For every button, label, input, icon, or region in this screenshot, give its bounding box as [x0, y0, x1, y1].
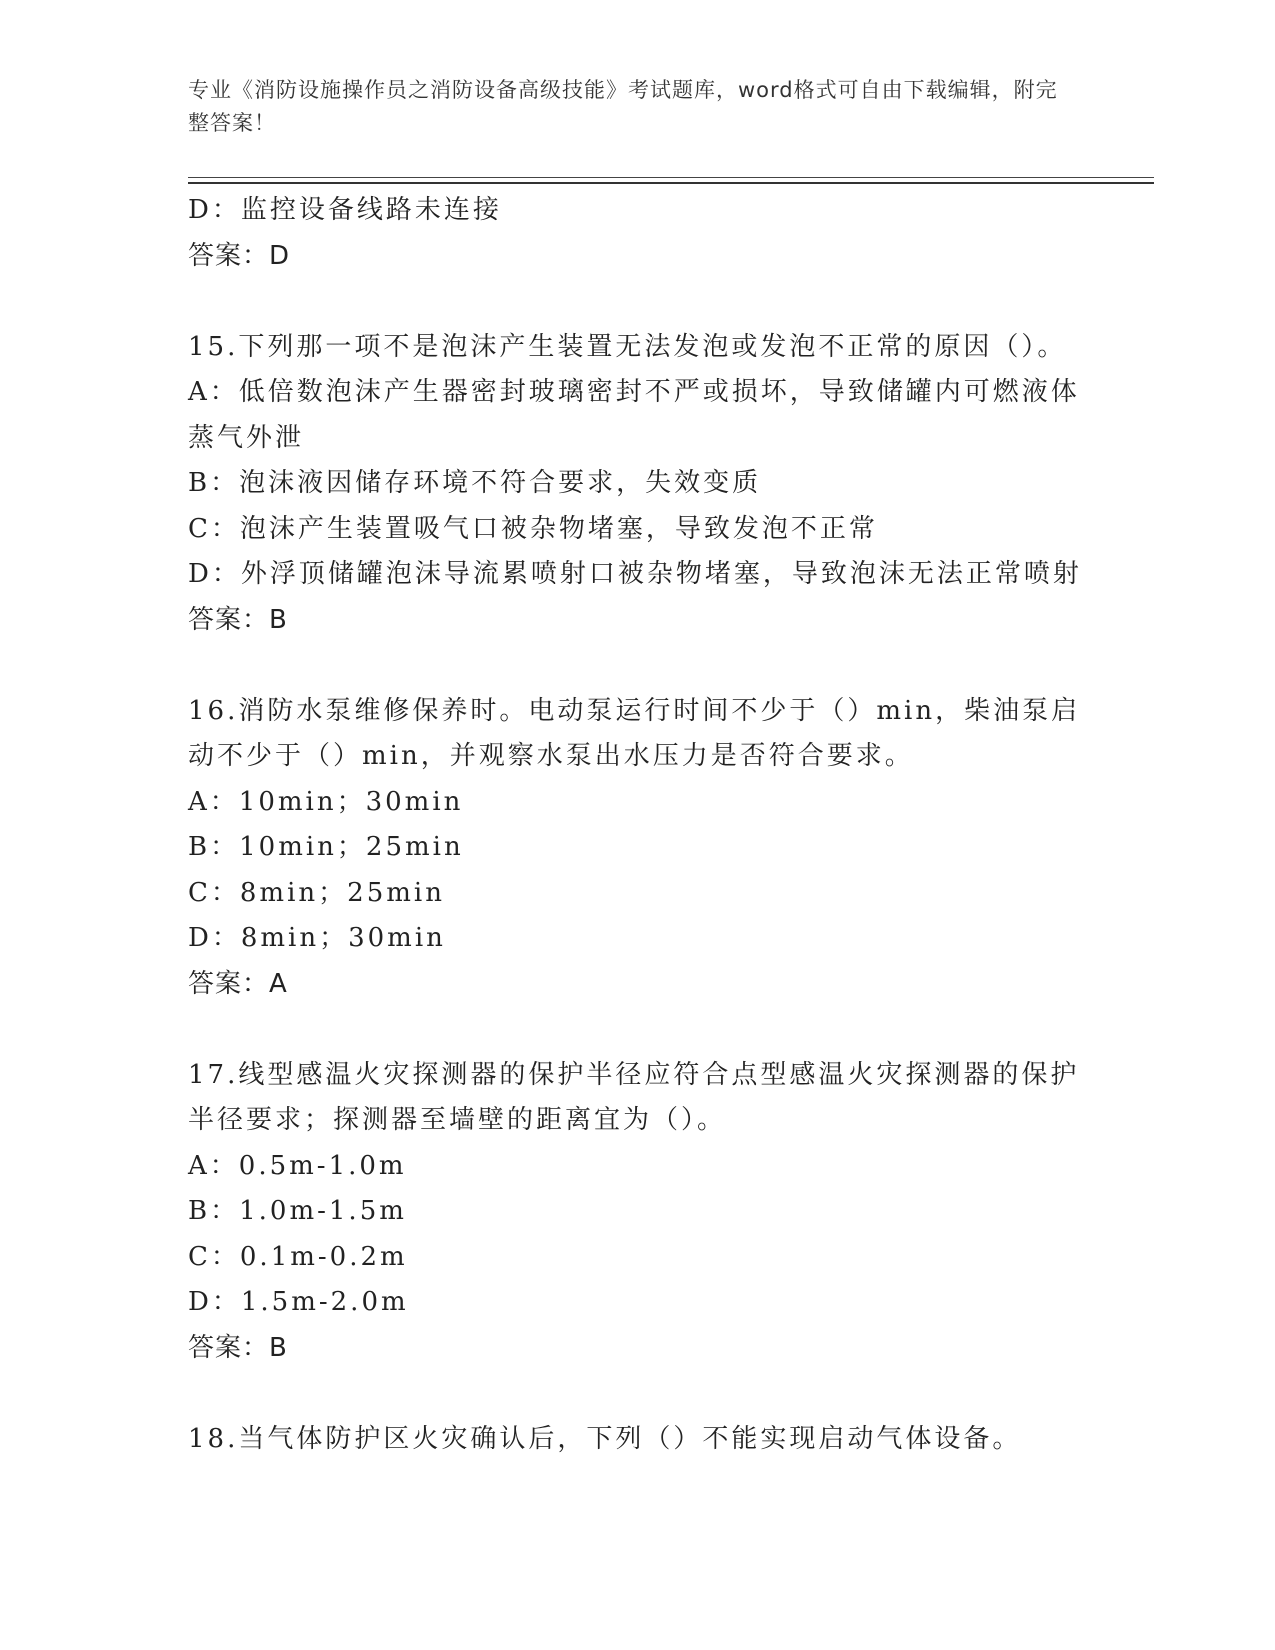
spacer	[188, 1371, 1088, 1417]
spacer	[188, 1007, 1088, 1053]
question-stem-continued: 动不少于（）min，并观察水泵出水压力是否符合要求。	[188, 741, 914, 771]
option-a: A：10min；30min	[188, 786, 464, 817]
question-18	[188, 1417, 1088, 1463]
question-content	[188, 188, 1088, 1462]
option-d: D：监控设备线路未连接	[188, 195, 502, 225]
header-divider-thick	[188, 182, 1154, 184]
question-14-tail	[188, 188, 1088, 279]
option-b: B：1.0m-1.5m	[188, 1196, 407, 1226]
spacer	[188, 279, 1088, 325]
document-header	[188, 74, 1068, 140]
option-a-continued: 蒸气外泄	[188, 422, 305, 453]
question-stem: 18.当气体防护区火灾确认后，下列（）不能实现启动气体设备。	[188, 1423, 1022, 1454]
option-a: A：低倍数泡沫产生器密封玻璃密封不严或损坏，导致储罐内可燃液体	[188, 377, 1080, 407]
option-d: D：8min；30min	[188, 923, 446, 953]
question-16	[188, 689, 1088, 1008]
option-a: A：0.5m-1.0m	[188, 1150, 407, 1181]
question-stem-continued: 半径要求；探测器至墙壁的距离宜为（）。	[188, 1105, 727, 1135]
question-stem: 16.消防水泵维修保养时。电动泵运行时间不少于（）min，柴油泵启	[188, 695, 1081, 726]
header-divider-thin	[188, 177, 1154, 178]
option-b: B：泡沫液因储存环境不符合要求，失效变质	[188, 468, 762, 498]
question-17	[188, 1053, 1088, 1372]
question-stem: 17.线型感温火灾探测器的保护半径应符合点型感温火灾探测器的保护	[188, 1059, 1080, 1090]
question-stem: 15.下列那一项不是泡沫产生装置无法发泡或发泡不正常的原因（）。	[188, 331, 1067, 362]
option-d: D：外浮顶储罐泡沫导流累喷射口被杂物堵塞，导致泡沫无法正常喷射	[188, 559, 1082, 589]
question-15	[188, 325, 1088, 644]
spacer	[188, 643, 1088, 689]
option-c: C：8min；25min	[188, 877, 445, 908]
option-b: B：10min；25min	[188, 832, 464, 862]
option-c: C：泡沫产生装置吸气口被杂物堵塞，导致发泡不正常	[188, 513, 878, 544]
answer: 答案：A	[188, 968, 288, 999]
answer: 答案：B	[188, 604, 288, 635]
answer: 答案：B	[188, 1332, 288, 1363]
header-text: 专业《消防设施操作员之消防设备高级技能》考试题库，word格式可自由下载编辑，附完整答案！	[188, 78, 1058, 135]
option-c: C：0.1m-0.2m	[188, 1241, 408, 1272]
answer: 答案：D	[188, 240, 291, 271]
option-d: D：1.5m-2.0m	[188, 1287, 409, 1317]
